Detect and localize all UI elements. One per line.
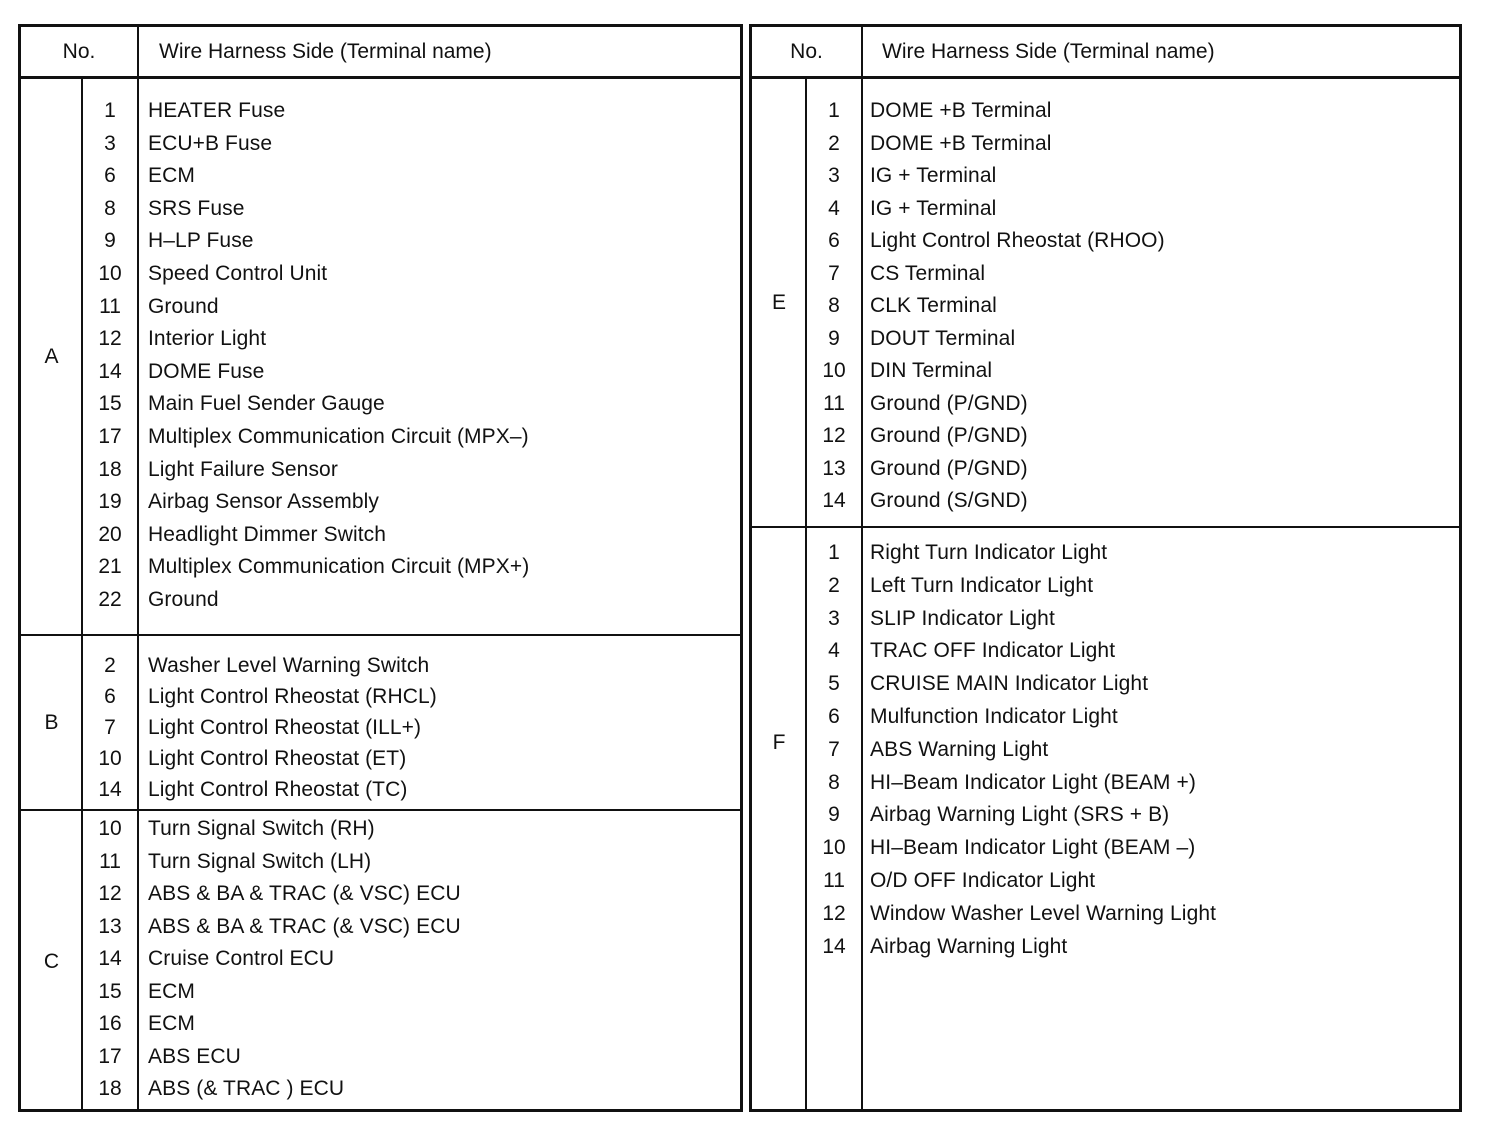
table-row — [752, 259, 1459, 289]
terminal-name: Turn Signal Switch (RH) — [148, 817, 375, 840]
terminal-name: ABS (& TRAC ) ECU — [148, 1077, 345, 1100]
table-row — [752, 571, 1459, 601]
terminal-number: 17 — [98, 425, 122, 448]
table-row — [752, 421, 1459, 451]
terminal-name: HI–Beam Indicator Light (BEAM +) — [870, 770, 1196, 794]
table-row — [21, 682, 740, 712]
terminal-name: DOUT Terminal — [870, 326, 1016, 350]
terminal-number: 14 — [98, 778, 122, 801]
table-row — [752, 324, 1459, 354]
terminal-name: Airbag Sensor Assembly — [148, 490, 379, 514]
terminal-number: 7 — [104, 716, 116, 739]
terminal-name: SRS Fuse — [148, 196, 245, 220]
terminal-number: 4 — [828, 196, 840, 220]
terminal-number: 10 — [98, 262, 122, 285]
terminal-name: Ground (P/GND) — [870, 456, 1028, 480]
terminal-name: SLIP Indicator Light — [870, 606, 1055, 630]
table-row — [21, 487, 740, 517]
table-row — [21, 226, 740, 256]
table-row — [752, 226, 1459, 256]
terminal-number: 11 — [823, 391, 845, 415]
header-no: No. — [790, 39, 823, 63]
terminal-number: 11 — [99, 294, 121, 318]
table-row — [21, 912, 740, 942]
table-row — [21, 161, 740, 191]
terminal-number: 2 — [828, 131, 840, 155]
table-row — [752, 636, 1459, 666]
table-row — [21, 422, 740, 452]
terminal-number: 14 — [822, 934, 846, 958]
terminal-name: Ground (P/GND) — [870, 424, 1028, 447]
terminal-number: 1 — [828, 99, 840, 122]
terminal-name: Cruise Control ECU — [148, 947, 335, 970]
table-row — [752, 486, 1459, 516]
terminal-number: 17 — [98, 1044, 122, 1068]
connector-group-f — [752, 528, 1459, 1112]
table-row — [21, 129, 740, 159]
connector-group-c — [21, 811, 740, 1112]
table-row — [752, 604, 1459, 634]
table-row — [21, 1074, 740, 1104]
terminal-name: Main Fuel Sender Gauge — [148, 392, 385, 416]
terminal-number: 14 — [98, 947, 122, 970]
terminal-name: ABS & BA & TRAC (& VSC) ECU — [148, 882, 461, 905]
terminal-number: 3 — [828, 164, 840, 187]
table-row — [21, 1042, 740, 1072]
table-row — [752, 932, 1459, 962]
terminal-name: Washer Level Warning Switch — [148, 654, 430, 677]
terminal-name: Light Control Rheostat (ET) — [148, 747, 407, 770]
header-wire-harness-side: Wire Harness Side (Terminal name) — [159, 39, 492, 63]
table-row — [21, 292, 740, 322]
table-row — [21, 520, 740, 550]
table-row — [752, 800, 1459, 830]
connector-group-b — [21, 636, 740, 811]
terminal-name: Speed Control Unit — [148, 262, 328, 285]
terminal-number: 10 — [822, 836, 846, 860]
terminal-number: 6 — [104, 164, 116, 188]
terminal-number: 7 — [828, 737, 840, 761]
terminal-number: 21 — [98, 555, 122, 579]
terminal-number: 1 — [104, 99, 116, 122]
right-terminal-table — [749, 24, 1462, 1112]
terminal-number: 10 — [822, 359, 846, 382]
connector-letter: B — [44, 710, 59, 734]
terminal-number: 8 — [104, 196, 116, 220]
header-no: No. — [62, 39, 96, 63]
connector-group-e — [752, 79, 1459, 528]
terminal-number: 6 — [828, 229, 840, 252]
table-row — [752, 96, 1459, 126]
table-row — [752, 291, 1459, 321]
table-header — [21, 27, 740, 79]
terminal-name: Headlight Dimmer Switch — [148, 522, 387, 546]
terminal-name: HEATER Fuse — [148, 99, 286, 122]
terminal-number: 18 — [98, 1077, 122, 1100]
table-row — [21, 977, 740, 1007]
header-divider — [861, 27, 863, 79]
table-row — [21, 324, 740, 354]
table-row — [752, 735, 1459, 765]
terminal-number: 6 — [104, 685, 116, 708]
terminal-name: IG + Terminal — [870, 196, 997, 220]
terminal-name: CRUISE MAIN Indicator Light — [870, 672, 1149, 696]
header-divider — [137, 27, 139, 79]
header-wire-harness-side: Wire Harness Side (Terminal name) — [882, 39, 1215, 63]
table-row — [21, 879, 740, 909]
terminal-name: ABS ECU — [148, 1044, 241, 1068]
terminal-name: Multiplex Communication Circuit (MPX+) — [148, 555, 530, 579]
terminal-name: Ground (S/GND) — [870, 489, 1028, 512]
terminal-name: Ground — [148, 294, 219, 318]
terminal-name: IG + Terminal — [870, 164, 997, 187]
terminal-name: CS Terminal — [870, 261, 986, 285]
terminal-number: 3 — [828, 606, 840, 630]
terminal-name: Light Control Rheostat (RHOO) — [870, 229, 1165, 252]
terminal-number: 10 — [98, 747, 122, 770]
terminal-number: 11 — [99, 849, 121, 873]
connector-letter: C — [43, 949, 60, 973]
terminal-name: Ground — [148, 588, 219, 611]
table-row — [752, 161, 1459, 191]
terminal-name: Light Control Rheostat (ILL+) — [148, 716, 422, 739]
table-row — [21, 744, 740, 774]
table-row — [752, 833, 1459, 863]
terminal-number: 2 — [104, 654, 116, 677]
terminal-name: DOME +B Terminal — [870, 99, 1052, 122]
table-row — [21, 357, 740, 387]
terminal-name: Multiplex Communication Circuit (MPX–) — [148, 425, 529, 448]
terminal-number: 14 — [822, 489, 846, 512]
terminal-number: 6 — [828, 705, 840, 728]
terminal-number: 15 — [98, 979, 122, 1003]
terminal-name: Airbag Warning Light — [870, 934, 1068, 958]
table-row — [752, 129, 1459, 159]
terminal-name: Right Turn Indicator Light — [870, 541, 1108, 564]
terminal-number: 19 — [98, 490, 122, 514]
terminal-name: Light Failure Sensor — [148, 457, 338, 481]
terminal-name: Left Turn Indicator Light — [870, 573, 1094, 597]
left-terminal-table — [18, 24, 743, 1112]
terminal-name: Light Control Rheostat (TC) — [148, 778, 408, 801]
terminal-name: O/D OFF Indicator Light — [870, 869, 1096, 892]
table-row — [21, 814, 740, 844]
table-row — [21, 585, 740, 615]
table-row — [21, 389, 740, 419]
table-row — [752, 702, 1459, 732]
terminal-number: 8 — [828, 294, 840, 317]
table-row — [752, 866, 1459, 896]
terminal-number: 4 — [828, 639, 840, 663]
terminal-name: DOME +B Terminal — [870, 131, 1052, 155]
table-row — [752, 669, 1459, 699]
table-row — [21, 259, 740, 289]
terminal-name: Interior Light — [148, 327, 267, 351]
table-row — [752, 899, 1459, 929]
table-row — [21, 552, 740, 582]
terminal-number: 13 — [822, 456, 846, 480]
terminal-name: HI–Beam Indicator Light (BEAM –) — [870, 836, 1196, 860]
terminal-number: 16 — [98, 1012, 122, 1035]
terminal-name: ECM — [148, 164, 195, 188]
terminal-name: Ground (P/GND) — [870, 391, 1028, 415]
terminal-name: ECM — [148, 1012, 195, 1035]
terminal-number: 2 — [828, 573, 840, 597]
terminal-number: 10 — [98, 817, 122, 840]
terminal-number: 22 — [98, 588, 122, 611]
terminal-number: 9 — [104, 229, 116, 253]
terminal-name: ABS Warning Light — [870, 737, 1049, 761]
terminal-number: 12 — [822, 901, 846, 925]
table-row — [21, 847, 740, 877]
table-row — [752, 356, 1459, 386]
terminal-name: CLK Terminal — [870, 294, 997, 317]
terminal-name: ABS & BA & TRAC (& VSC) ECU — [148, 914, 461, 938]
terminal-number: 9 — [828, 803, 840, 827]
terminal-number: 20 — [98, 522, 122, 546]
terminal-number: 1 — [828, 541, 840, 564]
terminal-number: 11 — [823, 869, 845, 892]
terminal-number: 12 — [822, 424, 846, 447]
connector-group-a — [21, 79, 740, 636]
table-row — [21, 455, 740, 485]
terminal-name: Window Washer Level Warning Light — [870, 901, 1217, 925]
terminal-name: Light Control Rheostat (RHCL) — [148, 685, 437, 708]
terminal-number: 3 — [104, 131, 116, 155]
terminal-name: DOME Fuse — [148, 359, 265, 383]
table-header — [752, 27, 1459, 79]
terminal-number: 18 — [98, 457, 122, 481]
terminal-name: Airbag Warning Light (SRS + B) — [870, 803, 1170, 827]
table-row — [21, 1009, 740, 1039]
table-row — [752, 389, 1459, 419]
terminal-number: 9 — [828, 326, 840, 350]
terminal-name: ECM — [148, 979, 195, 1003]
table-row — [21, 96, 740, 126]
terminal-name: H–LP Fuse — [148, 229, 254, 253]
terminal-name: DIN Terminal — [870, 359, 993, 382]
terminal-name: TRAC OFF Indicator Light — [870, 639, 1116, 663]
terminal-number: 7 — [828, 261, 840, 285]
table-row — [752, 194, 1459, 224]
terminal-number: 12 — [98, 327, 122, 351]
terminal-name: Turn Signal Switch (LH) — [148, 849, 372, 873]
terminal-number: 15 — [98, 392, 122, 416]
connector-letter: E — [771, 290, 786, 314]
table-row — [21, 713, 740, 743]
terminal-number: 12 — [98, 882, 122, 905]
table-row — [21, 194, 740, 224]
terminal-name: Mulfunction Indicator Light — [870, 705, 1118, 728]
terminal-number: 8 — [828, 770, 840, 794]
terminal-number: 14 — [98, 359, 122, 383]
table-row — [21, 651, 740, 681]
table-row — [752, 768, 1459, 798]
terminal-name: ECU+B Fuse — [148, 131, 273, 155]
table-row — [21, 775, 740, 805]
terminal-number: 13 — [98, 914, 122, 938]
terminal-number: 5 — [828, 672, 840, 696]
connector-letter: A — [44, 344, 59, 368]
table-row — [21, 944, 740, 974]
table-row — [752, 454, 1459, 484]
table-row — [752, 538, 1459, 568]
connector-letter: F — [772, 731, 786, 754]
